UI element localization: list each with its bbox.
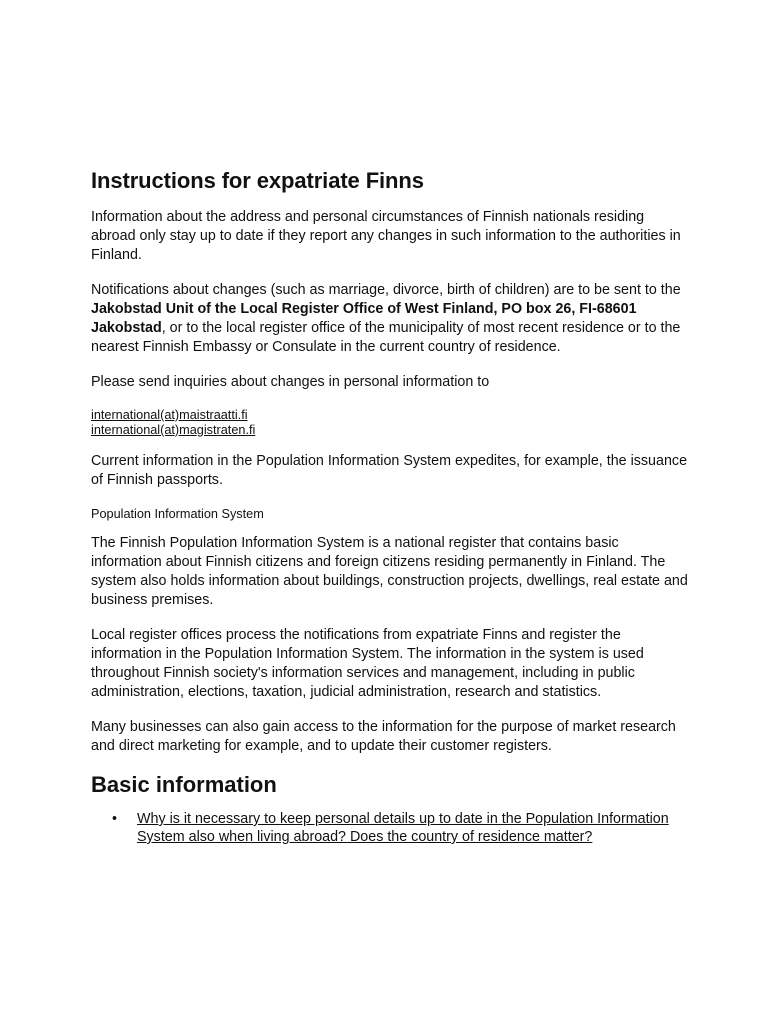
bullet-icon: • — [112, 811, 118, 827]
email-link-maistraatti[interactable]: international(at)maistraatti.fi — [91, 408, 248, 422]
businesses-paragraph: Many businesses can also gain access to the information for the purpose of market research and direct marketing for example, and to update their customer registers. — [91, 719, 676, 754]
notification-text-end: , or to the local register office of the municipality of most recent residence or to the nearest Finnish Embassy or Consulate in the current country of residence. — [91, 320, 681, 355]
passports-paragraph: Current information in the Population Information System expedites, for example, the issuance of Finnish passports. — [91, 453, 688, 488]
jakobstad-address: Jakobstad Unit of the Local Register Office of West Finland, PO box 26, FI-68601 Jakobstad — [91, 301, 637, 336]
notification-text-start: Notifications about changes (such as marriage, divorce, birth of children) are to be sent to the — [91, 282, 681, 298]
email-links — [91, 408, 691, 438]
document-page — [91, 166, 691, 846]
intro-paragraph: Information about the address and personal circumstances of Finnish nationals residing abroad only stay up to date if they report any changes in such information to the authorities in Finland. — [91, 209, 681, 263]
register-offices-paragraph: Local register offices process the notifications from expatriate Finns and register the information in the Population Information System. The information in the system is used throughout Finnish society's information services and management, including in public administration, elections, taxation, judicial administration, research and statistics. — [91, 627, 644, 700]
faq-list — [91, 810, 691, 846]
faq-link[interactable]: Why is it necessary to keep personal details up to date in the Population Information System also when living abroad? Does the country of residence matter? — [137, 811, 669, 845]
email-link-magistraten[interactable]: international(at)magistraten.fi — [91, 423, 256, 437]
faq-item — [112, 810, 691, 846]
system-description-paragraph: The Finnish Population Information System is a national register that contains basic information about Finnish citizens and foreign citizens residing permanently in Finland. The system also holds information about buildings, construction projects, dwellings, real estate and business premises. — [91, 535, 688, 608]
section-label: Population Information System — [91, 507, 264, 521]
inquiries-paragraph: Please send inquiries about changes in personal information to — [91, 374, 490, 390]
basic-information-heading: Basic information — [91, 772, 277, 797]
notification-paragraph — [91, 281, 691, 357]
page-title: Instructions for expatriate Finns — [91, 168, 424, 193]
